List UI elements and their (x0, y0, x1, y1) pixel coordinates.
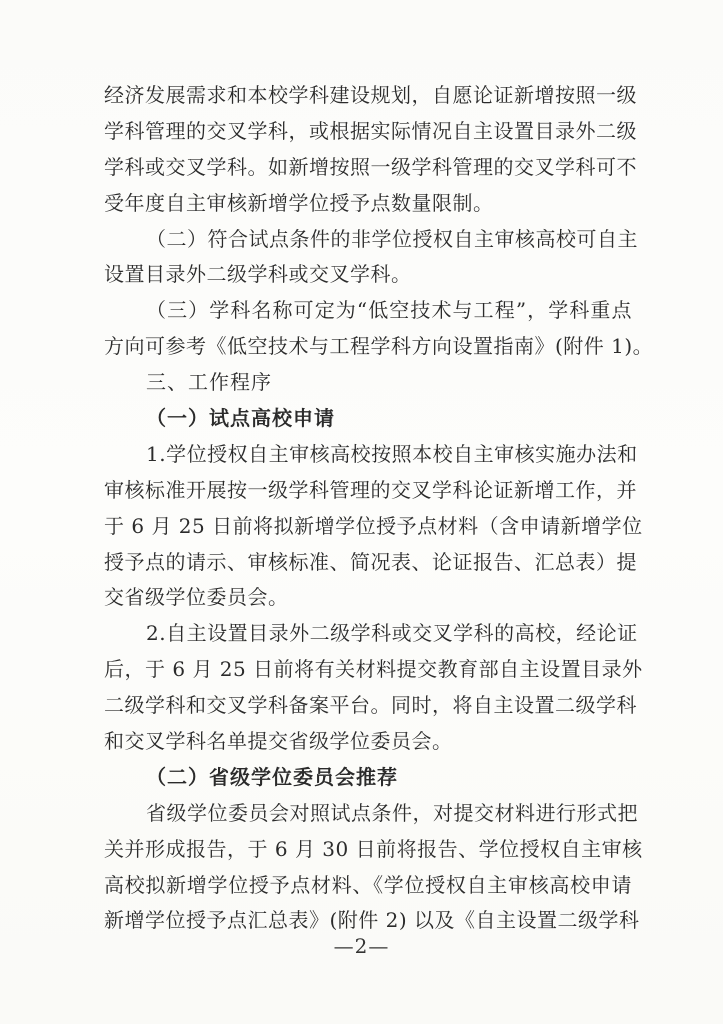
subsection-heading: （一）试点高校申请 (146, 406, 335, 431)
paragraph-line: 设置目录外二级学科或交叉学科。 (104, 262, 412, 287)
paragraph-line: 和交叉学科名单提交省级学位委员会。 (104, 729, 453, 754)
paragraph-line: 授予点的请示、审核标准、简况表、论证报告、汇总表）提 (104, 549, 637, 574)
paragraph-line: 关并形成报告，于 6 月 30 日前将报告、学位授权自主审核 (104, 836, 643, 861)
paragraph-line: 经济发展需求和本校学科建设规划，自愿论证新增按照一级 (104, 83, 637, 107)
page-number: —2— (333, 934, 390, 958)
paragraph-line: 交省级学位委员会。 (104, 585, 289, 610)
paragraph-line: 高校拟新增学位授予点材料、《学位授权自主审核高校申请 (104, 872, 632, 897)
paragraph-line: 省级学位委员会对照试点条件，对提交材料进行形式把 (146, 800, 638, 825)
paragraph-line: 学科或交叉学科。如新增按照一级学科管理的交叉学科可不 (104, 154, 637, 179)
paragraph-line: （二）符合试点条件的非学位授权自主审核高校可自主 (146, 226, 638, 251)
paragraph-line: 于 6 月 25 日前将拟新增学位授予点材料（含申请新增学位 (104, 513, 643, 538)
document-body (104, 78, 654, 939)
paragraph-line: 2.自主设置目录外二级学科或交叉学科的高校，经论证 (146, 621, 638, 646)
paragraph-line: 审核标准开展按一级学科管理的交叉学科论证新增工作，并 (104, 477, 637, 502)
paragraph-line: 新增学位授予点汇总表》(附件 2) 以及《自主设置二级学科 (104, 908, 640, 933)
paragraph-line: 二级学科和交叉学科备案平台。同时，将自主设置二级学科 (104, 693, 637, 718)
paragraph-line: 1.学位授权自主审核高校按照本校自主审核实施办法和 (146, 441, 638, 466)
paragraph-line: 受年度自主审核新增学位授予点数量限制。 (104, 190, 494, 215)
paragraph-line: 后，于 6 月 25 日前将有关材料提交教育部自主设置目录外 (104, 657, 643, 682)
paragraph-line: （三）学科名称可定为“低空技术与工程”，学科重点 (146, 298, 632, 323)
paragraph-line: 方向可参考《低空技术与工程学科方向设置指南》(附件 1)。 (104, 334, 654, 359)
section-heading: 三、工作程序 (146, 370, 272, 395)
subsection-heading: （二）省级学位委员会推荐 (146, 764, 398, 789)
paragraph-line: 学科管理的交叉学科，或根据实际情况自主设置目录外二级 (104, 118, 637, 143)
